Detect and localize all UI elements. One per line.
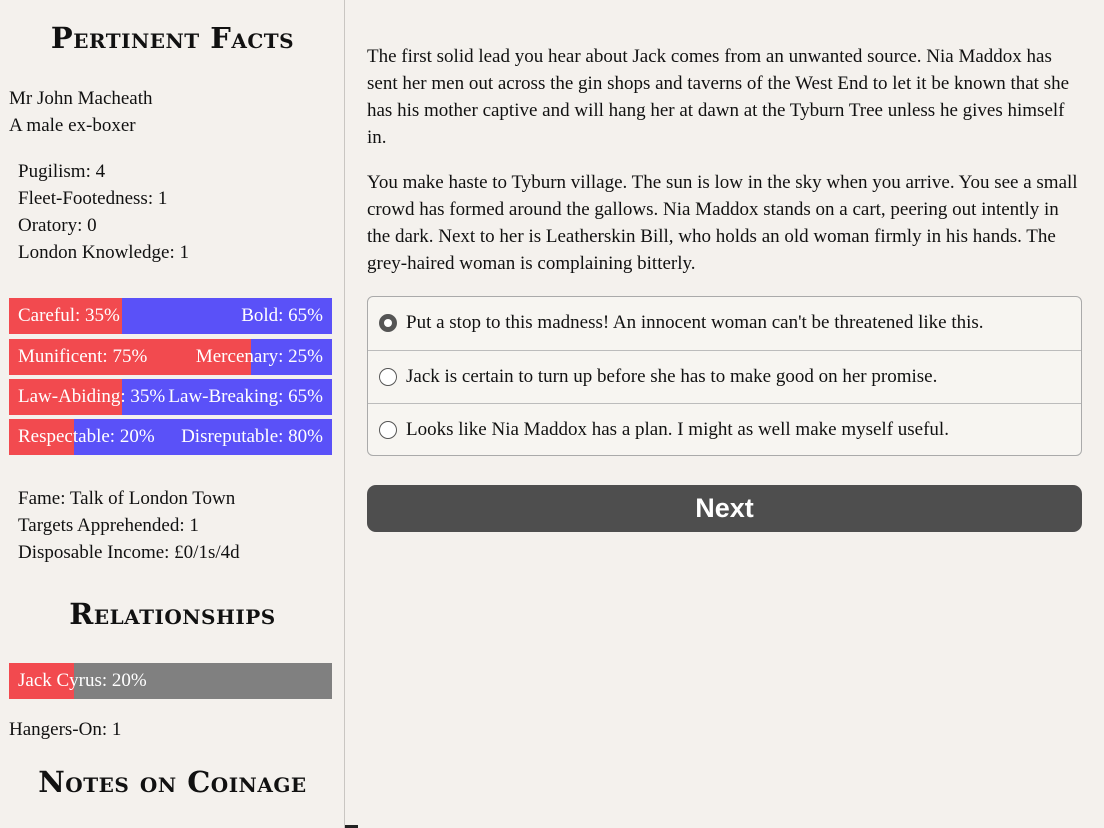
choice-label: Put a stop to this madness! An innocent woman can't be threatened like this. <box>406 312 984 333</box>
opposed-stat-bar-careful-bold <box>9 298 332 334</box>
bar-left-label: Munificent: 75% <box>18 346 148 367</box>
story-paragraph-2: You make haste to Tyburn village. The sun is low in the sky when you arrive. You see a small crowd has formed around the gallows. Nia Maddox stands on a cart, peering out intently in the dark. Next to her is Leatherskin Bill, who holds an old woman firmly in his hands. The grey-haired woman is complaining bitterly. <box>367 172 1078 274</box>
stat-oratory: Oratory: 0 <box>18 215 97 236</box>
opposed-stat-bar-munificent-mercenary <box>9 339 332 375</box>
stat-pugilism: Pugilism: 4 <box>18 161 106 182</box>
bar-right-label: Law-Breaking: 65% <box>168 386 323 407</box>
coinage-heading: Notes on Coinage <box>38 765 307 799</box>
opposed-stat-bar-respectability <box>9 419 332 455</box>
choice-list <box>367 296 1082 456</box>
character-name: Mr John Macheath <box>9 88 153 109</box>
choice-label: Looks like Nia Maddox has a plan. I might as well make myself useful. <box>406 419 949 440</box>
bar-right-label: Disreputable: 80% <box>181 426 323 447</box>
targets-apprehended-text: Targets Apprehended: 1 <box>18 515 199 536</box>
choice-option-1[interactable] <box>368 297 1081 349</box>
hangers-on-text: Hangers-On: 1 <box>9 719 122 740</box>
radio-icon[interactable] <box>379 421 397 439</box>
relationships-heading: Relationships <box>69 597 276 631</box>
opposed-stat-bar-law <box>9 379 332 415</box>
bar-right-label: Mercenary: 25% <box>195 346 323 367</box>
radio-selected-icon[interactable] <box>379 314 397 332</box>
stats-sidebar <box>0 0 345 828</box>
bar-left-label: Careful: 35% <box>18 305 120 326</box>
disposable-income-text: Disposable Income: £0/1s/4d <box>18 542 240 563</box>
facts-heading: Pertinent Facts <box>50 21 295 55</box>
stat-fleet-footedness: Fleet-Footedness: 1 <box>18 188 168 209</box>
radio-icon[interactable] <box>379 368 397 386</box>
character-description: A male ex-boxer <box>9 115 136 136</box>
stat-london-knowledge: London Knowledge: 1 <box>18 242 189 263</box>
fame-text: Fame: Talk of London Town <box>18 488 236 509</box>
choice-label: Jack is certain to turn up before she has to make good on her promise. <box>406 366 938 387</box>
bar-right-label: Bold: 65% <box>241 305 323 326</box>
next-button[interactable]: Next <box>367 485 1082 532</box>
story-paragraph-1: The first solid lead you hear about Jack comes from an unwanted source. Nia Maddox has sent her men out across the gin shops and taverns of the West End to let it be known that she has his mother captive and will hang her at dawn at the Tyburn Tree unless he gives himself in. <box>367 46 1070 148</box>
choice-option-3[interactable] <box>368 403 1081 455</box>
relationship-bar-jack-cyrus <box>9 663 332 699</box>
bar-left-label: Respectable: 20% <box>18 426 155 447</box>
choice-option-2[interactable] <box>368 350 1081 402</box>
story-panel <box>346 0 1104 828</box>
relationship-label: Jack Cyrus: 20% <box>18 670 147 691</box>
bar-left-label: Law-Abiding: 35% <box>18 386 166 407</box>
